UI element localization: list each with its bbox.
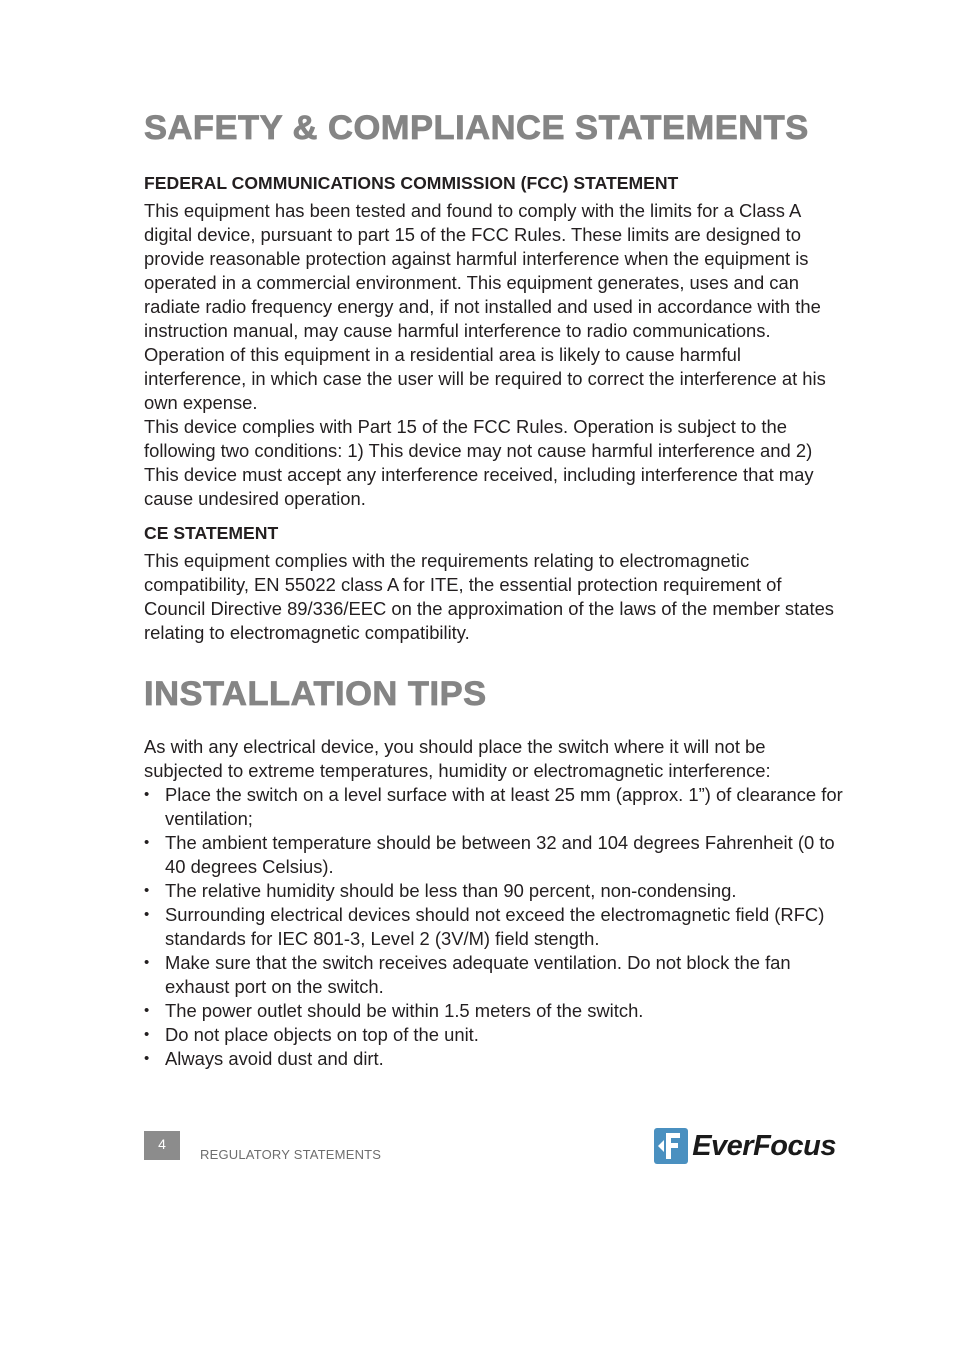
tip-text: Surrounding electrical devices should not exceed the electromagnetic field (RFC) standards for IEC 801-3, Level 2 (3V/M) field stength. [165,904,825,949]
ce-heading: CE STATEMENT [144,523,279,543]
bullet-icon: • [144,954,150,971]
page-footer [144,1131,840,1167]
list-item [144,1023,844,1047]
bullet-icon: • [144,906,150,923]
installation-tips-list [144,783,844,1071]
tip-text: Make sure that the switch receives adequate ventilation. Do not block the fan exhaust port on the switch. [165,952,791,997]
bullet-icon: • [144,1050,150,1067]
tip-text: Place the switch on a level surface with at least 25 mm (approx. 1”) of clearance for ventilation; [165,784,843,829]
fcc-section [144,171,844,511]
everfocus-logo-icon [654,1128,688,1164]
bullet-icon: • [144,882,150,899]
tip-text: The relative humidity should be less than 90 percent, non-condensing. [165,880,737,901]
tip-text: The ambient temperature should be between 32 and 104 degrees Fahrenheit (0 to 40 degrees Celsius). [165,832,835,877]
list-item [144,903,844,951]
bullet-icon: • [144,1002,150,1019]
bullet-icon: • [144,1026,150,1043]
installation-intro: As with any electrical device, you should place the switch where it will not be subjected to extreme temperatures, humidity or electromagnetic interference: [144,736,771,781]
ce-paragraph: This equipment complies with the requirements relating to electromagnetic compatibility, EN 55022 class A for ITE, the essential protection requirement of Council Directive 89/336/EEC on the approximation of the laws of the member states relating to electromagnetic compatibility. [144,550,834,643]
everfocus-logo [654,1127,836,1165]
list-item [144,951,844,999]
tip-text: The power outlet should be within 1.5 meters of the switch. [165,1000,644,1021]
list-item [144,879,844,903]
ce-section [144,521,844,645]
safety-compliance-heading: SAFETY & COMPLIANCE STATEMENTS [144,109,809,147]
list-item [144,999,844,1023]
fcc-paragraph-2: This device complies with Part 15 of the FCC Rules. Operation is subject to the following two conditions: 1) This device may not cause harmful interference and 2) This device must accept any interference received, including interference that may cause undesired operation. [144,416,814,509]
bullet-icon: • [144,786,150,803]
footer-section-label: REGULATORY STATEMENTS [200,1147,382,1162]
tip-text: Do not place objects on top of the unit. [165,1024,479,1045]
list-item [144,1047,844,1071]
installation-tips-heading: INSTALLATION TIPS [144,675,487,713]
tip-text: Always avoid dust and dirt. [165,1048,384,1069]
logo-text: EverFocus [692,1129,836,1162]
page-number: 4 [144,1131,180,1160]
installation-section [144,735,844,1071]
fcc-heading: FEDERAL COMMUNICATIONS COMMISSION (FCC) STATEMENT [144,173,679,193]
fcc-paragraph-1: This equipment has been tested and found to comply with the limits for a Class A digital device, pursuant to part 15 of the FCC Rules. These limits are designed to provide reasonable protection against harmful interference when the equipment is operated in a commercial environment. This equipment generates, uses and can radiate radio frequency energy and, if not installed and used in accordance with the instruction manual, may cause harmful interference to radio communications. Operation of this equipment in a residential area is likely to cause harmful interference, in which case the user will be required to correct the interference at his own expense. [144,200,826,413]
list-item [144,831,844,879]
bullet-icon: • [144,834,150,851]
list-item [144,783,844,831]
